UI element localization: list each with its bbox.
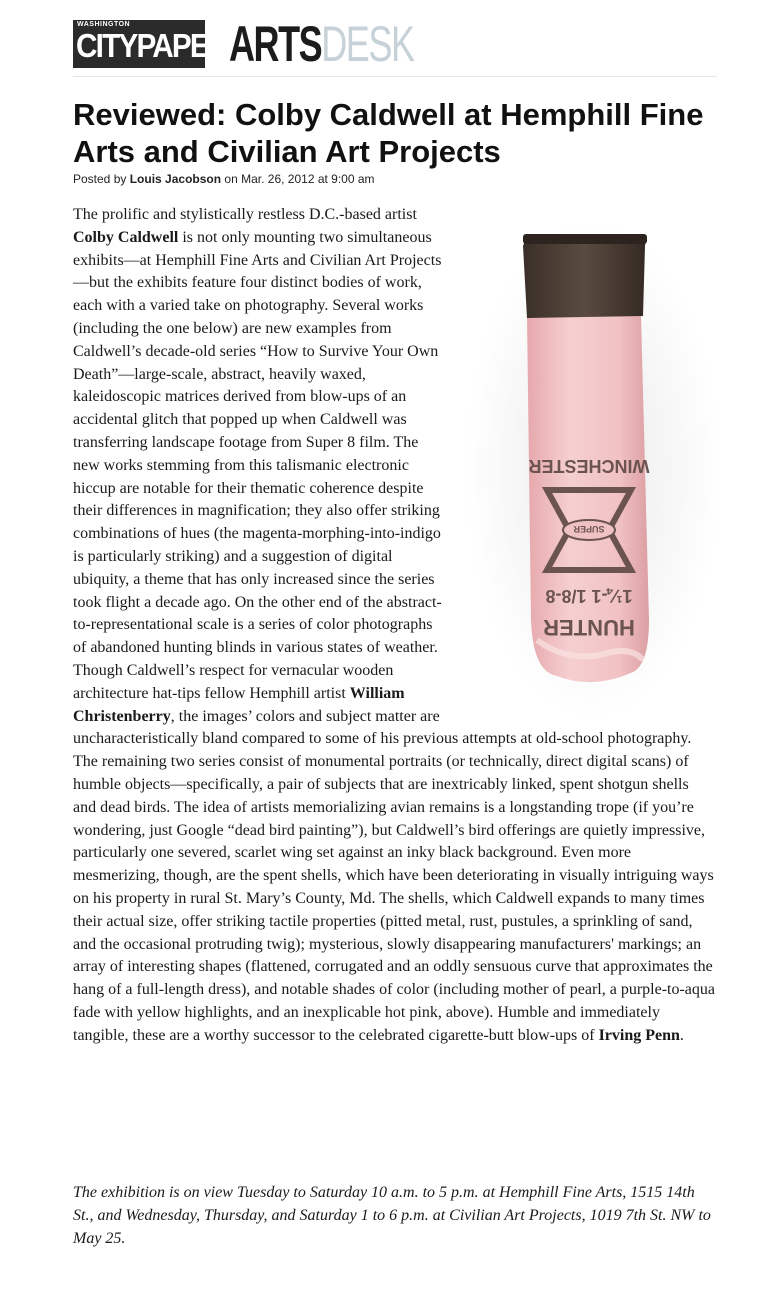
shotgun-shell-image [461, 220, 719, 720]
shell-text-brand: WINCHESTER [528, 456, 650, 476]
masthead [73, 18, 717, 77]
artist-name-william-christenberry: William Christenberry [73, 684, 405, 725]
byline [73, 172, 375, 186]
artist-name-irving-penn: Irving Penn [598, 1026, 680, 1044]
shell-text-size: 1¼-1 1/8-8 [545, 586, 633, 606]
shell-rim [523, 234, 647, 244]
byline-prefix: Posted by [73, 172, 127, 186]
arts-desk-logo[interactable] [229, 14, 414, 74]
logo-arts: ARTS [229, 16, 322, 72]
shell-brass-head [523, 234, 645, 318]
logo-washington: WASHINGTON [77, 21, 131, 28]
body-text-4: . [679, 1026, 684, 1044]
body-text-3: , the images’ colors and subject matter are uncharacteristically bland compared to some of his previous attempts at old-school photography. The remaining two series consist of monumental portraits (or technically, direct digital scans) of humble objects—specifically, a pair of subjects that are inextricably linked, spent shotgun shells and dead birds. The idea of artists memorializing avian remains is a longstanding trope (if you’re wondering, just Google “dead bird painting”), but Caldwell’s bird offerings are quietly impressive, particularly one severed, scarlet wing set against an inky black background. Even more mesmerizing, though, are the spent shells, which have been deteriorating in visually intriguing ways on his property in rural St. Mary’s County, Md. The shells, which Caldwell expands to many times their actual size, offer striking tactile properties (pitted metal, rust, pustules, a sprinkling of sand, and the occasional protruding twig); mysterious, slowly disappearing manufacturers' markings; an array of interesting shapes (flattened, corrugated and an oddly sensuous curve that approximates the hang of a full-length dress), and notable shades of color (including mother of pearl, a purple-to-aqua fade with yellow highlights, and an inexplicable hot pink, above). Humble and immediately tangible, these are a worthy successor to the celebrated cigarette-butt blow-ups of [73, 707, 716, 1044]
shell-text-hunter: HUNTER [543, 615, 635, 640]
article-body [73, 204, 715, 1047]
artist-name-colby-caldwell: Colby Caldwell [73, 228, 179, 246]
city-paper-logo[interactable] [73, 20, 228, 68]
logo-citypaper: CITYPAPER [76, 27, 228, 64]
shotgun-shell-illustration [461, 220, 719, 720]
body-text-1: The prolific and stylistically restless D.C.-based artist [73, 206, 417, 223]
body-text-2: is not only mounting two simultaneous exhibits—at Hemphill Fine Arts and Civilian Art Projects—but the exhibits feature four distinct bodies of work, each with a varied take on photography. Several works (including the one below) are new examples from Caldwell’s decade-old series “How to Survive Your Own Death”—large-scale, abstract, heavily waxed, kaleidoscopic matrices derived from blow-ups of an accidental glitch that popped up when Caldwell was transferring landscape footage from Super 8 film. The new works stemming from this talismanic electronic hiccup are notable for their thematic coherence despite their differences in magnification; they also offer striking combinations of hues (the magenta-morphing-into-indigo is particularly striking) and a suggestion of digital ubiquity, a theme that has only increased since the series took flight a decade ago. On the other end of the abstract-to-representational scale is a series of color photographs of abandoned hunting blinds in various states of weather. Though Caldwell’s respect for vernacular wooden architecture hat-tips fellow Hemphill artist [73, 228, 442, 702]
article-title: Reviewed: Colby Caldwell at Hemphill Fine Arts and Civilian Art Projects [73, 97, 704, 169]
author-link[interactable]: Louis Jacobson [129, 172, 222, 186]
byline-date: on Mar. 26, 2012 at 9:00 am [224, 172, 375, 186]
shell-text-super: SUPER [573, 524, 605, 534]
exhibition-info: The exhibition is on view Tuesday to Saturday 10 a.m. to 5 p.m. at Hemphill Fine Arts, 1515 14th St., and Wednesday, Thursday, and Saturday 1 to 6 p.m. at Civilian Art Projects, 1019 7th St. NW to May 25. [73, 1184, 711, 1247]
logo-desk: DESK [321, 16, 414, 72]
